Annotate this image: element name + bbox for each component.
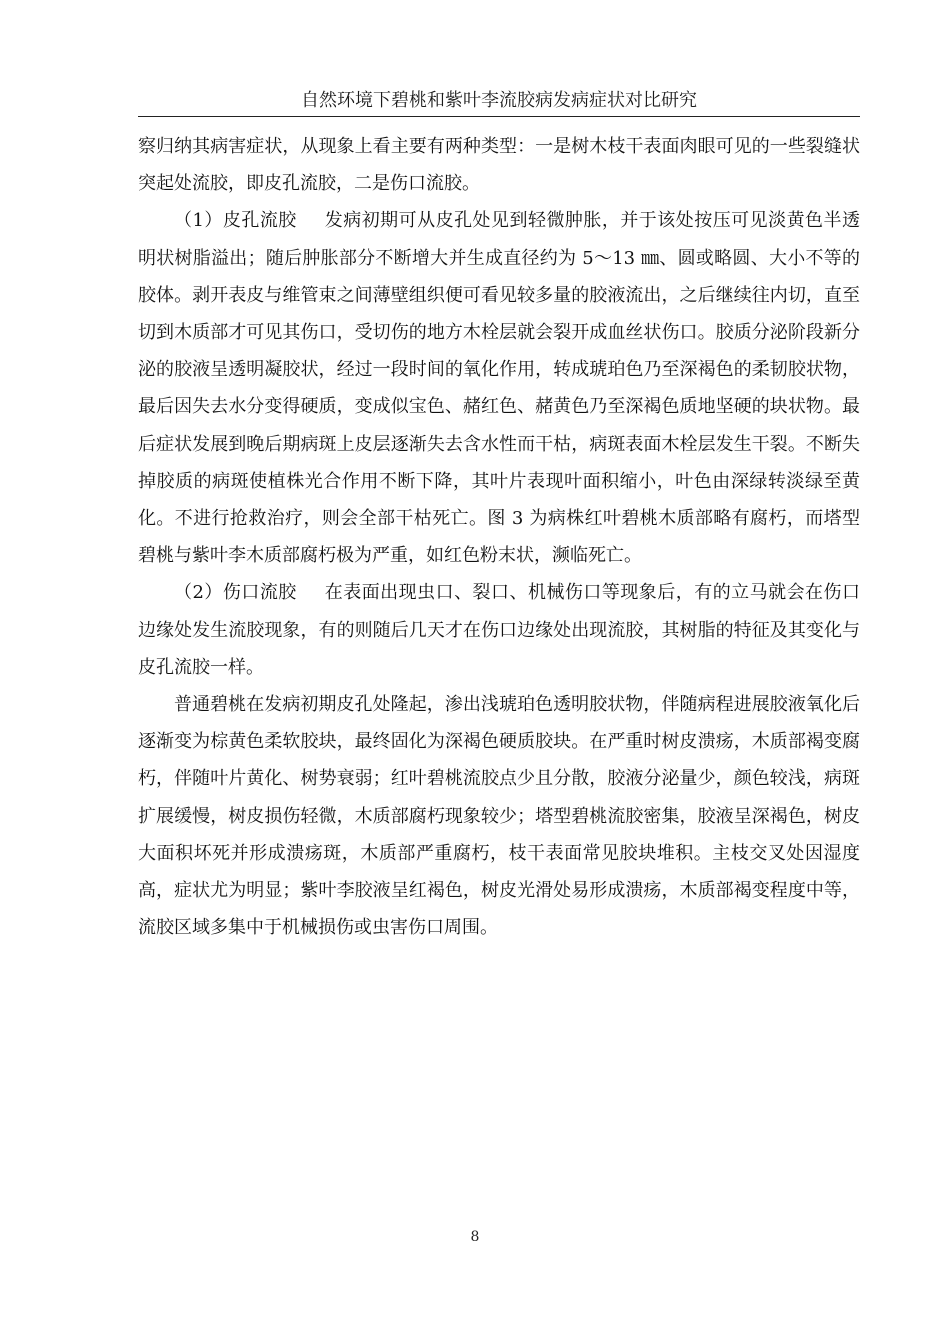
paragraph-wound-gummosis (138, 574, 860, 686)
subheading-pore-gummosis: （1）皮孔流胶 (174, 210, 297, 232)
paragraph-comparison: 普通碧桃在发病初期皮孔处隆起，渗出浅琥珀色透明胶状物，伴随病程进展胶液氧化后逐渐变为棕黄色柔软胶块，最终固化为深褐色硬质胶块。在严重时树皮溃疡，木质部褐变腐朽，伴随叶片黄化、树势衰弱；红叶碧桃流胶点少且分散，胶液分泌量少，颜色较浅，病斑扩展缓慢，树皮损伤轻微，木质部腐朽现象较少；塔型碧桃流胶密集，胶液呈深褐色，树皮大面积坏死并形成溃疡斑，木质部严重腐朽，枝干表面常见胶块堆积。主枝交叉处因湿度高，症状尤为明显；紫叶李胶液呈红褐色，树皮光滑处易形成溃疡，木质部褐变程度中等，流胶区域多集中于机械损伤或虫害伤口周围。 (138, 694, 860, 939)
paragraph-pore-gummosis (138, 202, 860, 574)
paragraph-pore-gummosis-body: 发病初期可从皮孔处见到轻微肿胀，并于该处按压可见淡黄色半透明状树脂溢出；随后肿胀部分不断增大并生成直径约为 5～13 ㎜、圆或略圆、大小不等的胶体。剥开表皮与维管束之间薄壁组织便可看见较多量的胶液流出，之后继续往内切，直至切到木质部才可见其伤口，受切伤的地方木栓层就会裂开成血丝状伤口。胶质分泌阶段新分泌的胶液呈透明凝胶状，经过一段时间的氧化作用，转成琥珀色乃至深褐色的柔韧胶状物，最后因失去水分变得硬质，变成似宝色、赭红色、赭黄色乃至深褐色质地坚硬的块状物。最后症状发展到晚后期病斑上皮层逐渐失去含水性而干枯，病斑表面木栓层发生干裂。不断失掉胶质的病斑使植株光合作用不断下降，其叶片表现叶面积缩小，叶色由深绿转淡绿至黄化。不进行抢救治疗，则会全部干枯死亡。图 3 为病株红叶碧桃木质部略有腐朽，而塔型碧桃与紫叶李木质部腐朽极为严重，如红色粉末状，濒临死亡。 (138, 210, 861, 567)
page-number: 8 (470, 1229, 480, 1245)
subheading-wound-gummosis: （2）伤口流胶 (174, 582, 297, 604)
paragraph-wound-gummosis-body: 在表面出现虫口、裂口、机械伤口等现象后，有的立马就会在伤口边缘处发生流胶现象，有的则随后几天才在伤口边缘处出现流胶，其树脂的特征及其变化与皮孔流胶一样。 (138, 582, 861, 678)
paragraph-continuation: 察归纳其病害症状，从现象上看主要有两种类型：一是树木枝干表面肉眼可见的一些裂缝状突起处流胶，即皮孔流胶，二是伤口流胶。 (138, 136, 860, 195)
running-header: 自然环境下碧桃和紫叶李流胶病发病症状对比研究 (138, 86, 860, 117)
body-text (138, 128, 860, 946)
